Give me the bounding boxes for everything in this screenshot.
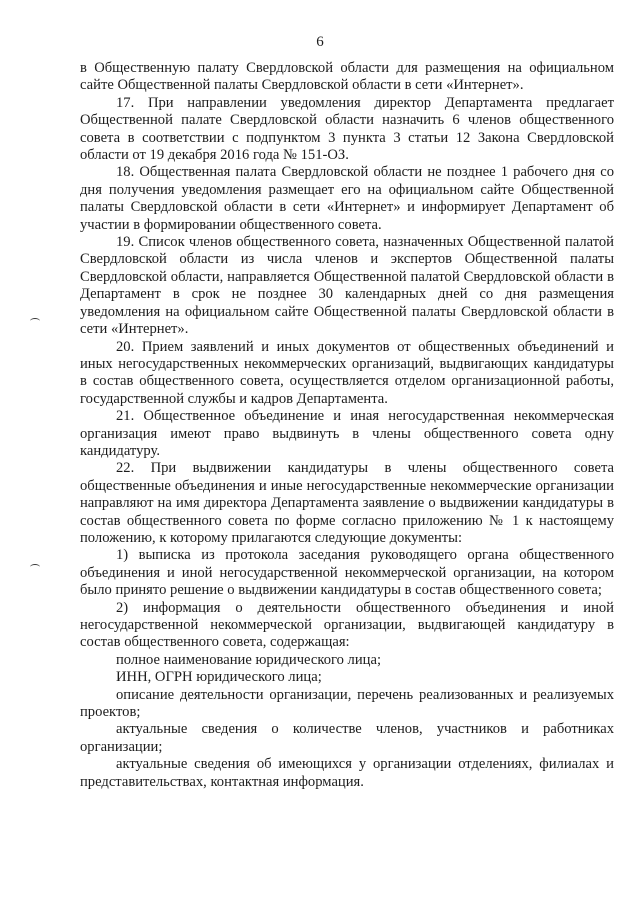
list-item: актуальные сведения об имеющихся у организации отделениях, филиалах и представительствах, контактная информация. [80,756,614,790]
paragraph: 22. При выдвижении кандидатуры в члены общественного совета общественные объединения и иные негосударственные некоммерческие организации направляют на имя директора Департамента заявление о выдвижении кандидатуры в состав общественного совета по форме согласно приложению № 1 к настоящему положению, к которому прилагаются следующие документы: [80,460,614,546]
page-number: 6 [316,34,324,50]
paragraph: 19. Список членов общественного совета, назначенных Общественной палатой Свердловской области из числа членов и экспертов Общественной палаты Свердловской области, направляется Общественной палатой Свердловской области в Департамент в срок не позднее 30 календарных дней со дня размещения уведомления на официальном сайте Общественной палаты Свердловской области в сети «Интернет». [80,234,614,338]
paragraph: в Общественную палату Свердловской области для размещения на официальном сайте Общественной палаты Свердловской области в сети «Интернет». [80,60,614,94]
paragraph: 17. При направлении уведомления директор Департамента предлагает Общественной палате Свердловской области назначить 6 членов общественного совета в соответствии с подпунктом 3 пункта 3 статьи 12 Закона Свердловской области от 19 декабря 2016 года № 151-ОЗ. [80,94,614,164]
document-body [80,60,614,791]
paragraph: 21. Общественное объединение и иная негосударственная некоммерческая организация имеют право выдвинуть в члены общественного совета одну кандидатуру. [80,408,614,459]
list-item: ИНН, ОГРН юридического лица; [116,669,322,686]
list-item: полное наименование юридического лица; [116,651,381,668]
list-item: актуальные сведения о количестве членов, участников и работниках организации; [80,721,614,755]
paragraph: 20. Прием заявлений и иных документов от общественных объединений и иных негосударственных некоммерческих организаций, выдвигающих кандидатуры в состав общественного совета, осуществляется отделом организационной работы, государственной службы и кадров Департамента. [80,338,614,407]
binding-hole-mark [30,564,40,570]
list-item: 2) информация о деятельности общественного объединения и иной негосударственной некоммерческой организации, выдвигающей кандидатуру в состав общественного совета, содержащая: [80,599,614,651]
list-item: описание деятельности организации, перечень реализованных и реализуемых проектов; [80,686,614,721]
binding-hole-mark [30,318,40,324]
list-item: 1) выписка из протокола заседания руководящего органа общественного объединения и иной негосударственной некоммерческой организации, на котором было принято решение о выдвижении кандидатуры в состав общественного совета; [80,547,614,599]
paragraph: 18. Общественная палата Свердловской области не позднее 1 рабочего дня со дня получения уведомления размещает его на официальном сайте Общественной палаты Свердловской области в сети «Интернет» и информирует Департамент об участии в формировании общественного совета. [80,164,614,233]
